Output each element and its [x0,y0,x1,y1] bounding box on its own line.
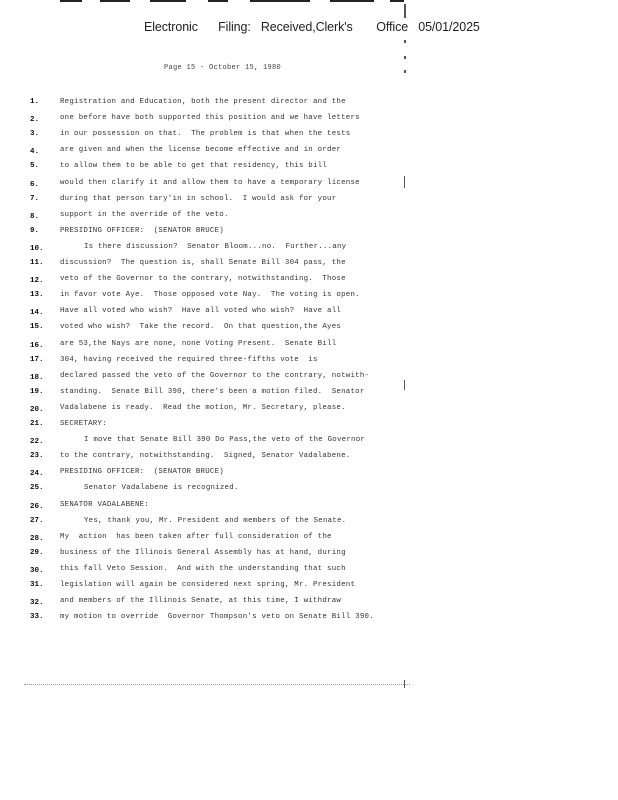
line-text: voted who wish? Take the record. On that question,the Ayes [60,323,342,332]
line-number: 18. [30,373,44,382]
line-text: Vadalabene is ready. Read the motion, Mr. Secretary, please. [60,403,346,412]
line-number: 23. [30,452,44,461]
transcript-line [0,533,618,549]
line-number: 13. [30,291,44,300]
line-number: 22. [30,438,44,447]
transcript-line [0,291,618,307]
line-text: my motion to override Governor Thompson's veto on Senate Bill 390. [60,613,374,622]
line-number: 32. [30,599,44,608]
page-header: Page 15 - October 15, 1980 [164,64,282,72]
line-number: 5. [30,162,40,171]
line-number: 17. [30,355,44,364]
transcript-line [0,501,618,517]
transcript-line [0,340,618,356]
line-text: I move that Senate Bill 390 Do Pass,the veto of the Governor [84,436,366,445]
transcript-line [0,468,618,484]
line-number: 21. [30,420,44,428]
line-number: 3. [30,130,40,139]
transcript-line [0,565,618,581]
transcript-line [0,597,618,613]
line-text: legislation will again be considered next spring, Mr. President [60,581,356,589]
transcript-line [0,420,618,436]
transcript-line [0,581,618,597]
line-text: would then clarify it and allow them to have a temporary license [60,178,360,187]
transcript-line [0,98,618,114]
transcript-line [0,388,618,404]
transcript-line [0,484,618,500]
transcript-line [0,613,618,629]
line-text: and members of the Illinois Senate, at this time, I withdraw [60,597,342,606]
line-number: 8. [30,212,40,221]
line-text: to the contrary, notwithstanding. Signed, Senator Vadalabene. [60,452,351,461]
transcript-line [0,259,618,275]
electronic-filing-stamp: Electronic Filing: Received,Clerk's Office 05/01/2025 [144,20,480,34]
scan-bottom-rule [24,684,410,685]
transcript-line [0,114,618,130]
line-text: My action has been taken after full consideration of the [60,532,332,541]
transcript-line [0,211,618,227]
scan-top-edge [0,0,618,6]
line-text: one before have both supported this position and we have letters [60,114,360,123]
line-number: 14. [30,309,44,318]
line-number: 29. [30,548,44,557]
line-number: 28. [30,534,44,543]
line-text: in our possession on that. The problem is that when the tests [60,130,351,139]
transcript-line [0,195,618,211]
line-text: SENATOR VADALABENE: [60,500,150,509]
line-number: 4. [30,148,40,157]
line-number: 33. [30,613,44,622]
line-text: SECRETARY: [60,420,107,428]
line-text: are 53,the Nays are none, none Voting Present. Senate Bill [60,339,337,348]
line-text: Have all voted who wish? Have all voted who wish? Have all [60,307,342,316]
line-text: during that person tary'in in school. I would ask for your [60,194,337,203]
line-number: 2. [30,116,40,125]
line-number: 25. [30,484,44,493]
line-number: 9. [30,226,40,235]
transcript-line [0,356,618,372]
transcript-line [0,146,618,162]
line-text: in favor vote Aye. Those opposed vote Nay. The voting is open. [60,291,360,300]
line-text: discussion? The question is, shall Senate Bill 304 pass, the [60,259,346,267]
line-number: 11. [30,259,44,267]
transcript-line [0,179,618,195]
line-text: support in the override of the veto. [60,210,229,219]
line-number: 31. [30,581,44,589]
line-number: 7. [30,194,40,203]
transcript-line [0,549,618,565]
line-text: business of the Illinois General Assembly has at hand, during [60,548,346,557]
line-text: veto of the Governor to the contrary, notwithstanding. Those [60,275,346,284]
line-text: standing. Senate Bill 390, there's been a motion filed. Senator [60,387,365,396]
line-text: PRESIDING OFFICER: (SENATOR BRUCE) [60,226,224,235]
line-number: 1. [30,98,40,106]
line-text: PRESIDING OFFICER: (SENATOR BRUCE) [60,468,224,477]
line-number: 20. [30,405,44,414]
line-text: to allow them to be able to get that residency, this bill [60,162,328,171]
line-number: 26. [30,502,44,511]
transcript-line [0,517,618,533]
transcript-line [0,452,618,468]
line-number: 27. [30,516,44,525]
line-text: Yes, thank you, Mr. President and members of the Senate. [84,516,347,525]
line-text: this fall Veto Session. And with the understanding that such [60,564,346,573]
line-number: 12. [30,277,44,286]
line-number: 16. [30,341,44,350]
transcript-line [0,275,618,291]
line-number: 19. [30,387,44,396]
line-number: 24. [30,470,44,479]
line-number: 6. [30,180,40,189]
transcript-line [0,436,618,452]
transcript-line [0,243,618,259]
transcript-line [0,307,618,323]
transcript-line [0,130,618,146]
transcript-line [0,404,618,420]
transcript-line [0,323,618,339]
line-text: Registration and Education, both the present director and the [60,98,346,106]
line-number: 15. [30,323,44,332]
line-number: 10. [30,244,44,253]
line-text: Senator Vadalabene is recognized. [84,484,239,493]
line-text: are given and when the license become effective and in order [60,146,342,155]
line-text: declared passed the veto of the Governor to the contrary, notwith- [60,371,370,380]
transcript-line [0,227,618,243]
line-text: Is there discussion? Senator Bloom...no. Further...any [84,242,347,251]
line-number: 30. [30,566,44,575]
line-text: 304, having received the required three-fifths vote is [60,355,318,364]
transcript-line [0,372,618,388]
transcript-line [0,162,618,178]
